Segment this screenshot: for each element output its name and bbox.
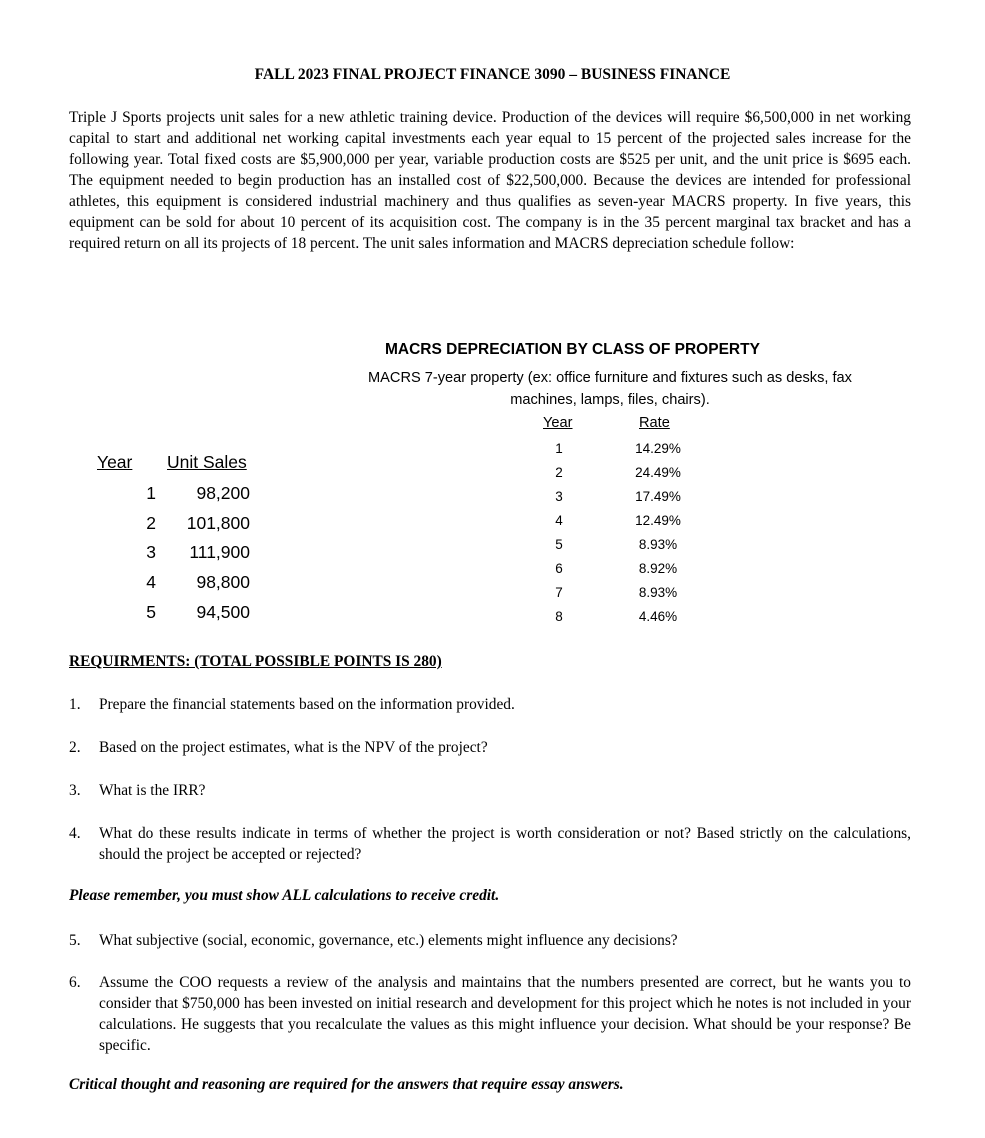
unit-sales-header: Unit Sales bbox=[167, 452, 247, 472]
requirements-heading: REQUIRMENTS: (TOTAL POSSIBLE POINTS IS 280) bbox=[69, 653, 442, 670]
requirement-item bbox=[69, 694, 911, 715]
unit-sales-cell: 98,200 bbox=[196, 483, 250, 503]
requirement-item bbox=[69, 780, 911, 801]
macrs-year-cell: 8 bbox=[555, 609, 563, 624]
macrs-year-header: Year bbox=[543, 415, 573, 431]
macrs-rate-cell: 12.49% bbox=[635, 513, 681, 528]
requirement-text: Prepare the financial statements based on the information provided. bbox=[99, 696, 515, 713]
macrs-year-cell: 7 bbox=[555, 585, 563, 600]
calculations-note: Please remember, you must show ALL calculations to receive credit. bbox=[69, 887, 500, 904]
macrs-rate-cell: 4.46% bbox=[638, 609, 678, 624]
macrs-year-cell: 1 bbox=[555, 441, 563, 456]
unit-sales-cell: 101,800 bbox=[186, 513, 250, 533]
macrs-year-cell: 6 bbox=[555, 561, 563, 576]
macrs-rate-cell: 8.93% bbox=[638, 585, 678, 600]
macrs-description: MACRS 7-year property (ex: office furniture and fixtures such as desks, fax machines, lamps, files, chairs). bbox=[368, 370, 852, 408]
macrs-rate-cell: 14.29% bbox=[635, 441, 681, 456]
requirement-text: What do these results indicate in terms of whether the project is worth consideration or not? Based strictly on the calculations, should the project be accepted or rejected? bbox=[99, 825, 911, 863]
requirement-number: 5. bbox=[69, 932, 81, 949]
macrs-rate-cell: 17.49% bbox=[635, 489, 681, 504]
unit-sales-year-cell: 1 bbox=[146, 483, 156, 503]
unit-sales-year-cell: 5 bbox=[146, 602, 156, 622]
unit-sales-cell: 94,500 bbox=[196, 602, 250, 622]
macrs-year-cell: 5 bbox=[555, 537, 563, 552]
critical-thought-note: Critical thought and reasoning are required for the answers that require essay answers. bbox=[69, 1076, 624, 1093]
requirement-number: 6. bbox=[69, 974, 81, 991]
requirement-item bbox=[69, 972, 911, 1056]
requirement-item bbox=[69, 823, 911, 865]
unit-sales-year-header: Year bbox=[97, 452, 133, 472]
macrs-year-cell: 2 bbox=[555, 465, 563, 480]
unit-sales-year-cell: 2 bbox=[146, 513, 156, 533]
requirement-item bbox=[69, 737, 911, 758]
requirement-number: 3. bbox=[69, 782, 81, 799]
macrs-rate-cell: 8.93% bbox=[638, 537, 678, 552]
macrs-title: MACRS DEPRECIATION BY CLASS OF PROPERTY bbox=[385, 341, 760, 358]
unit-sales-cell: 111,900 bbox=[189, 542, 250, 562]
unit-sales-cell: 98,800 bbox=[196, 572, 250, 592]
macrs-year-cell: 4 bbox=[555, 513, 563, 528]
macrs-rate-cell: 24.49% bbox=[635, 465, 681, 480]
macrs-rate-header: Rate bbox=[639, 415, 670, 431]
macrs-rate-cell: 8.92% bbox=[638, 561, 678, 576]
page-title: FALL 2023 FINAL PROJECT FINANCE 3090 – BUSINESS FINANCE bbox=[254, 66, 731, 83]
unit-sales-year-cell: 3 bbox=[146, 542, 156, 562]
requirement-number: 2. bbox=[69, 739, 81, 756]
requirement-number: 1. bbox=[69, 696, 81, 713]
requirement-item bbox=[69, 930, 911, 951]
requirement-number: 4. bbox=[69, 825, 81, 842]
unit-sales-year-cell: 4 bbox=[146, 572, 156, 592]
requirement-text: Assume the COO requests a review of the analysis and maintains that the numbers presented are correct, but he wants you to consider that $750,000 has been invested on initial research and development for this project which he notes is not included in your calculations. He suggests that you recalculate the values as this might influence your decision. What should be your response? Be specific. bbox=[99, 974, 911, 1054]
macrs-year-cell: 3 bbox=[555, 489, 563, 504]
requirement-text: What subjective (social, economic, governance, etc.) elements might influence any decisions? bbox=[99, 932, 678, 949]
requirement-text: Based on the project estimates, what is the NPV of the project? bbox=[99, 739, 488, 756]
intro-paragraph: Triple J Sports projects unit sales for a new athletic training device. Production of the devices will require $6,500,000 in net working capital to start and additional net working capital investments each year equal to 15 percent of the projected sales increase for the following year. Total fixed costs are $5,900,000 per year, variable production costs are $525 per unit, and the unit price is $695 each. The equipment needed to begin production has an installed cost of $22,500,000. Because the devices are intended for professional athletes, this equipment is considered industrial machinery and thus qualifies as seven-year MACRS property. In five years, this equipment can be sold for about 10 percent of its acquisition cost. The company is in the 35 percent marginal tax bracket and has a required return on all its projects of 18 percent. The unit sales information and MACRS depreciation schedule follow: bbox=[69, 109, 911, 252]
requirement-text: What is the IRR? bbox=[99, 782, 206, 799]
